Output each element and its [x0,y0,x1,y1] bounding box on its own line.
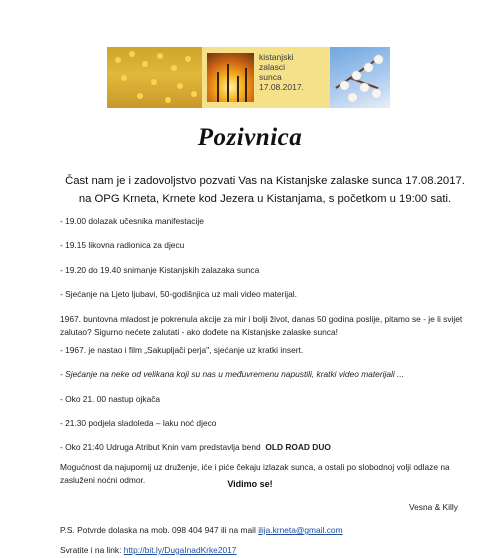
ps-text: P.S. Potvrde dolaska na mob. 098 404 947 ili na mail [60,525,256,535]
program-item: - Sjećanje na Ljeto ljubavi, 50-godišnjica uz mali video materijal. [60,289,297,299]
blossom-branch-image [330,47,390,108]
program-item-band [60,442,480,453]
ps-line [60,525,343,535]
band-name: OLD ROAD DUO [265,442,331,452]
banner-line: zalasci [259,62,285,72]
banner-date: 17.08.2017. [259,82,304,92]
yellow-flowers-image [107,47,202,108]
event-banner [107,47,390,108]
band-item-text: - Oko 21:40 Udruga Atribut Knin vam predstavlja bend [60,442,261,452]
socializing-paragraph: Mogućnost da najupornij uz druženje, iće i piće čekaju izlazak sunca, a ostali po slobodnoj volji odlaze na zasluženi noćni odmor. [60,462,450,485]
banner-caption [259,52,339,92]
program-item: - 1967. je nastao i film „Sakupljači perja", sjećanje uz kratki insert. [60,345,304,355]
intro-paragraph: Čast nam je i zadovoljstvo pozvati Vas na Kistanjske zalaske sunca 17.08.2017. na OPG Krneta, Krnete kod Jezera u Kistanjama, s početkom u 19:00 sati. [65,175,465,205]
share-text: Svratite i na link: [60,545,122,555]
banner-line: sunca [259,72,282,82]
share-line [60,545,236,555]
program-item: - 19.00 dolazak učesnika manifestacije [60,216,204,226]
signature: Vesna & Killy [409,502,458,512]
program-paragraph: 1967. buntovna mladost je pokrenula akcije za mir i bolji život, danas 50 godina poslije, pitamo se - je li svijet zalutao? Sigurno nećete zalutati - ako dođete na Kistanjske zalaske sunca! [60,314,463,337]
sunset-image [207,53,254,102]
invitation-title: Pozivnica [197,124,303,151]
banner-line: kistanjski [259,52,294,62]
program-item: - 19.20 do 19.40 snimanje Kistanjskih zalazaka sunca [60,265,260,275]
program-item: - 21.30 podjela sladoleda – laku noć djeco [60,418,217,428]
program-item: - Oko 21. 00 nastup ojkača [60,394,161,404]
program-item: - 19.15 likovna radionica za djecu [60,240,185,250]
program-item: - Sjećanje na neke od velikana koji su nas u međuvremenu napustili, kratki video materijali ... [60,369,405,379]
email-link[interactable]: ilija.krneta@gmail.com [258,525,343,535]
event-link[interactable]: http://bit.ly/DugaInadKrke2017 [123,545,237,555]
closing-greeting: Vidimo se! [227,479,273,489]
